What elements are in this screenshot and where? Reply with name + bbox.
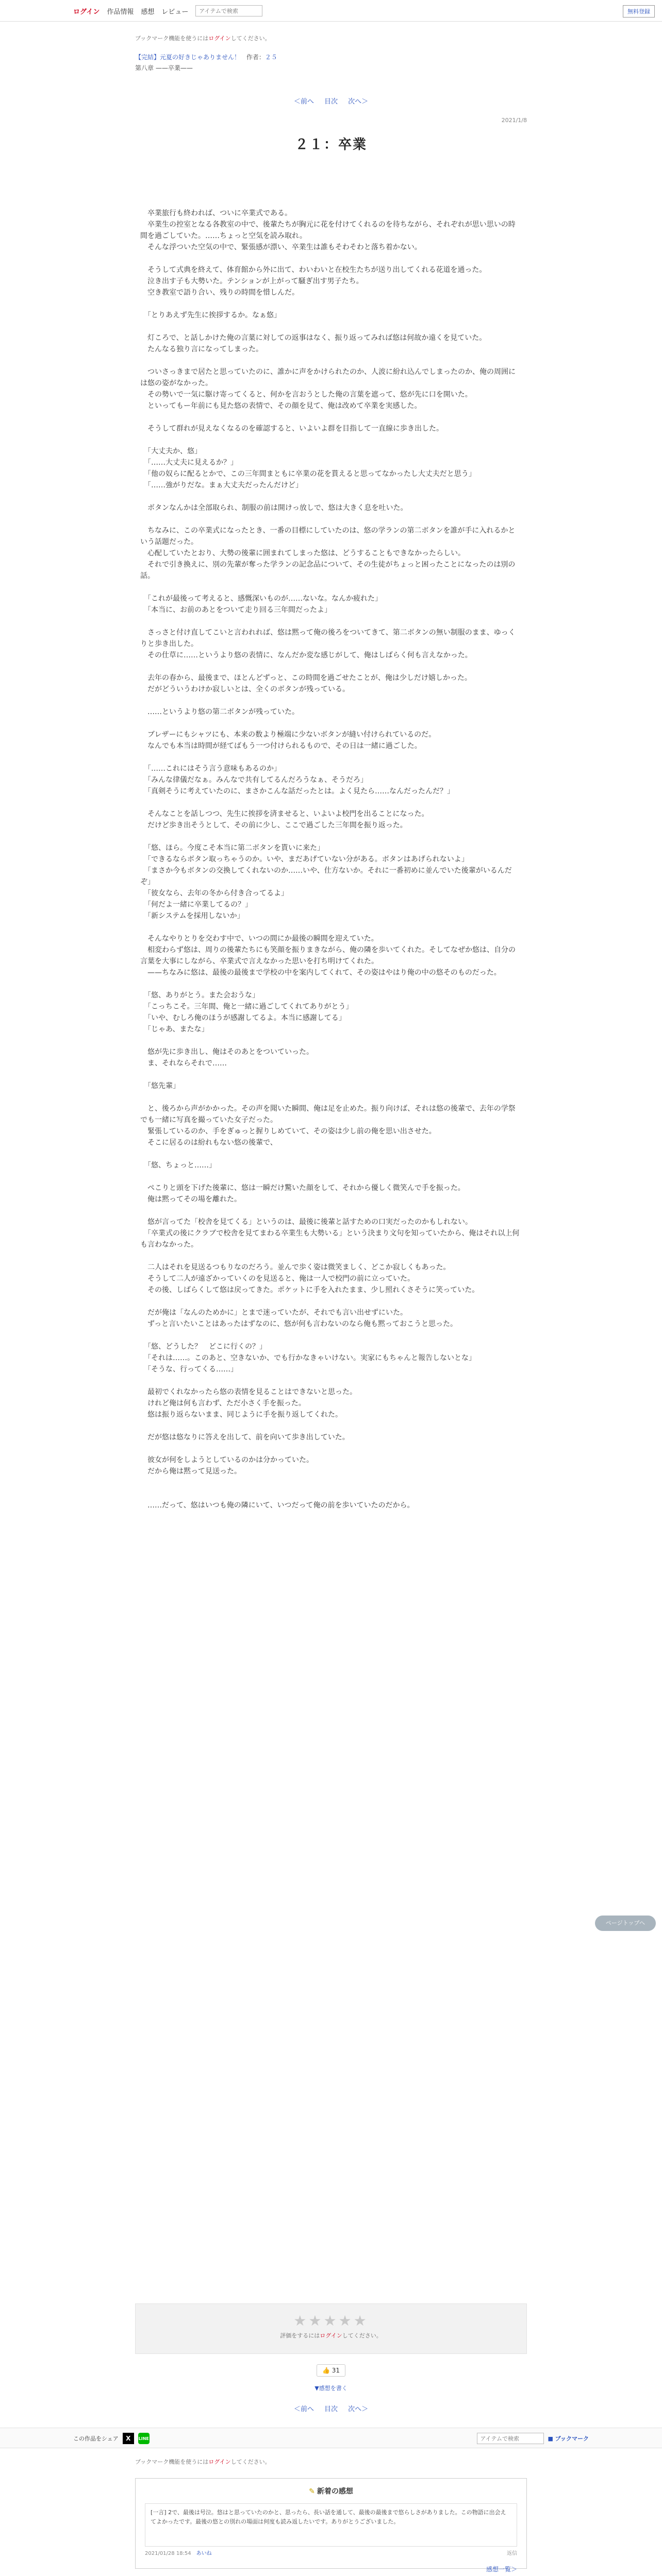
body-paragraph <box>140 1035 522 1046</box>
bookmark-notice: ブックマーク機能を使うにはログインしてください。 <box>135 35 271 42</box>
impression-text: [一言] 2で、最後は号泣。悠はと思っていたのかと、思ったら、長い話を通して、最後の最後まで悠らしさがありました。この物語に出会えてよかったです。最後の悠との別れの場面は何度も読み返したいです。ありがとうございました。 <box>145 2503 517 2547</box>
body-paragraph: ぺこりと頭を下げた後輩に、悠は一瞬だけ驚いた顔をして、それから優しく微笑んで手を振った。 <box>140 1184 465 1192</box>
body-paragraph: 「真剣そうに考えていたのに、まさかこんな話だったとは。よく見たら……なんだったんだ？」 <box>140 787 454 795</box>
search-input[interactable] <box>195 5 262 16</box>
body-paragraph <box>140 253 522 264</box>
body-paragraph: ちなみに、この卒業式になったとき、一番の目標にしていたのは、悠の学ランの第二ボタンを誰が手に入れるかという話題だった。 <box>140 527 516 546</box>
body-paragraph <box>140 514 522 525</box>
body-paragraph <box>140 1205 522 1216</box>
body-paragraph: 「とりあえず先生に挨拶するか。なぁ悠」 <box>140 311 281 319</box>
body-paragraph: そうして群れが見えなくなるのを確認すると、いよいよ群を目指して一直線に歩き出した。 <box>140 425 443 433</box>
body-paragraph: 二人はそれを見送るつもりなのだろう。並んで歩く姿は微笑ましく、どこか寂しくもあった。 <box>140 1263 451 1272</box>
body-paragraph: だが俺は「なんのためかに」とまで迷っていたが、それでも言い出せずにいた。 <box>140 1309 407 1317</box>
notice-login-link[interactable]: ログイン <box>208 35 231 42</box>
body-paragraph: 「悠、ちょっと……」 <box>140 1161 216 1170</box>
body-paragraph: そうして式典を終えて、体育館から外に出て、わいわいと在校生たちが送り出してくれる花道を通った。 <box>140 266 487 274</box>
body-paragraph: だから俺は黙って見送った。 <box>140 1467 241 1476</box>
body-paragraph: ——ちなみに悠は、最後の最後まで学校の中を案内してくれて、その姿はやはり俺の中の悠そのものだった。 <box>140 969 501 977</box>
nav-item-reviews[interactable]: レビュー <box>161 8 189 16</box>
body-paragraph: 「じゃあ、またな」 <box>140 1025 209 1033</box>
body-paragraph: 「そうな、行ってくる……」 <box>140 1365 238 1374</box>
body-paragraph: 「悠先輩」 <box>140 1082 180 1090</box>
body-paragraph <box>140 616 522 627</box>
nav-item-impressions[interactable]: 感想 <box>141 8 155 16</box>
body-paragraph: 彼女が何をしようとしているのかは分かっていた。 <box>140 1456 313 1464</box>
body-paragraph: ……というより悠の第二ボタンが残っていた。 <box>140 708 299 716</box>
body-paragraph <box>140 695 522 706</box>
body-paragraph <box>140 298 522 310</box>
bottom-content <box>135 2458 527 2576</box>
body-paragraph: 「……強がりだな。まぁ大丈夫だったんだけど」 <box>140 481 303 489</box>
top-navigation-bar <box>0 0 662 22</box>
main-content <box>135 34 527 2413</box>
share-label: この作品をシェア <box>73 2435 119 2442</box>
body-paragraph: 「悠、ありがとう。また会おうな」 <box>140 991 259 999</box>
body-paragraph <box>140 582 522 593</box>
body-paragraph <box>140 1488 522 1500</box>
body-paragraph: 「悠、ほら。今度こそ本当に第二ボタンを貰いに来た」 <box>140 844 324 852</box>
body-paragraph <box>140 434 522 446</box>
body-paragraph <box>140 1375 522 1386</box>
body-paragraph <box>140 1092 522 1103</box>
body-paragraph: 「他の奴らに配るとかで、この三年間まともに卒業の花を貰えると思ってなかったし大丈夫だと思う」 <box>140 470 476 478</box>
impression-user[interactable]: あいね <box>196 2551 212 2556</box>
like-row <box>135 2364 527 2377</box>
pencil-icon: ✎ <box>309 2487 315 2496</box>
body-paragraph: ブレザーにもシャツにも、本来の数より極端に少ないボタンが縫い付けられているのだ。 <box>140 731 436 739</box>
body-paragraph: 「新システムを採用しないか」 <box>140 912 244 920</box>
body-paragraph: 「悠、どうした？ どこに行くの？」 <box>140 1343 267 1351</box>
body-paragraph <box>140 1330 522 1341</box>
body-paragraph: と、後ろから声がかかった。その声を聞いた瞬間、俺は足を止めた。振り向けば、それは悠の後輩で、去年の学祭でも一緒に写真を撮っていた女子だった。 <box>140 1105 516 1124</box>
body-paragraph <box>140 661 522 672</box>
body-paragraph: 相変わらず悠は、周りの後輩たちにも笑顔を振りまきながら、俺の隣を歩いてくれた。そしてなぜか悠は、自分の言葉を大事にしながら、卒業式で言えなかった思いを打ち明けてくれた。 <box>140 946 516 965</box>
page-top-button[interactable]: ページトップへ <box>595 1916 656 1931</box>
body-paragraph <box>140 718 522 729</box>
rating-stars[interactable]: ★★★★★ <box>293 2312 369 2329</box>
body-paragraph <box>140 412 522 423</box>
write-impression-link[interactable]: ▼感想を書く <box>315 2385 347 2392</box>
body-paragraph: 去年の春から、最後まで、ほとんどずっと、この時間を過ごせたことが、俺は少しだけ嬉しかった。 <box>140 674 472 682</box>
body-paragraph <box>140 1420 522 1432</box>
body-paragraph: だけど歩き出そうとして、その前に少し、ここで過ごした三年間を振り返った。 <box>140 821 407 829</box>
impression-meta <box>145 2549 517 2556</box>
x-share-icon[interactable]: X <box>123 2433 134 2444</box>
body-paragraph: そんなやりとりを交わす中で、いつの間にか最後の瞬間を迎えていた。 <box>140 935 378 943</box>
body-paragraph: ずっと言いたいことはあったはずなのに、悠が何も言わないのなら俺も黙っておこうと思った。 <box>140 1320 458 1328</box>
like-button[interactable] <box>317 2364 345 2377</box>
body-paragraph: なんでも本当は時間が経てばもう一つ付けられるもので、その日は一緒に過ごした。 <box>140 742 422 750</box>
toc-link-bottom[interactable]: 目次 <box>324 2405 338 2413</box>
rating-box <box>135 2303 527 2354</box>
like-count: 31 <box>332 2367 340 2374</box>
impressions-more-link[interactable]: 感想一覧＞ <box>486 2566 517 2573</box>
body-paragraph: 卒業旅行も終われば、ついに卒業式である。 <box>140 209 292 217</box>
rating-note: 評価をするにはログインしてください。 <box>280 2332 382 2339</box>
body-paragraph: さっさと付け直してこいと言われれば、悠は黙って俺の後ろをついてきて、第二ボタンの無い制服のまま、ゆっくりと歩き出した。 <box>140 629 516 648</box>
search-input-bottom[interactable] <box>477 2433 544 2444</box>
body-paragraph: 「何だよ一緒に卒業してるの？」 <box>140 901 252 909</box>
body-paragraph <box>140 1296 522 1307</box>
episode-title: ２１：卒業 <box>294 137 367 152</box>
bookmark-notice-bottom: ブックマーク機能を使うにはログインしてください。 <box>135 2459 271 2465</box>
body-paragraph: 「彼女なら、去年の冬から付き合ってるよ」 <box>140 889 288 897</box>
body-paragraph: 緊張しているのか、手をぎゅっと握りしめていて、その姿は少し前の俺を思い出させた。 <box>140 1127 436 1136</box>
body-paragraph <box>140 321 522 332</box>
body-paragraph <box>140 1171 522 1182</box>
bookmark-button[interactable]: ■ ブックマーク <box>548 2435 589 2442</box>
body-paragraph: 泣き出す子も大勢いた。テンションが上がって騒ぎ出す男子たち。 <box>140 277 363 285</box>
rating-login-link[interactable]: ログイン <box>320 2332 342 2339</box>
latest-impressions <box>135 2478 527 2573</box>
body-paragraph: そんな浮ついた空気の中で、緊張感が漂い、卒業生は誰もそわそわと落ち着かない。 <box>140 243 422 251</box>
body-paragraph: 「できるならボタン取っちゃうのか。いや、まだあげていない分がある。ボタンはあげられないよ」 <box>140 855 469 863</box>
episode-pager <box>135 96 527 106</box>
body-paragraph: だがどういうわけか寂しいとは、全くのボタンが残っている。 <box>140 685 350 693</box>
body-paragraph <box>140 831 522 842</box>
body-paragraph: 「まさか今もボタンの交換してくれないのか……いや、仕方ないか。それに一番初めに並んでいた後輩がいるんだぞ」 <box>140 867 512 886</box>
body-paragraph: 「……これにはそう言う意味もあるのか」 <box>140 765 281 773</box>
body-paragraph: けれど俺は何も言わず、ただ小さく手を振った。 <box>140 1399 306 1408</box>
body-paragraph: 悠が言ってた「校舎を見てくる」というのは、最後に後輩と話すための口実だったのかもしれない。 <box>140 1218 472 1226</box>
body-paragraph <box>140 1443 522 1454</box>
prev-link-bottom[interactable]: ＜前へ <box>293 2405 314 2413</box>
body-paragraph: そこに居るのは紛れもない悠の後輩で、 <box>140 1139 277 1147</box>
body-paragraph <box>140 1477 522 1488</box>
novel-header <box>135 53 527 61</box>
prev-link[interactable]: ＜前へ <box>293 98 314 106</box>
next-link[interactable]: 次へ＞ <box>348 98 369 106</box>
body-paragraph: その仕草に……というより悠の表情に、なんだか変な感じがして、俺はしばらく何も言えなかった。 <box>140 651 472 659</box>
next-link-bottom[interactable]: 次へ＞ <box>348 2405 369 2413</box>
publish-date: 2021/1/8 <box>501 117 527 124</box>
body-paragraph <box>140 1148 522 1160</box>
toc-link[interactable]: 目次 <box>324 98 338 106</box>
body-paragraph <box>140 196 522 208</box>
body-paragraph: 俺は黙ってその場を離れた。 <box>140 1195 241 1204</box>
body-paragraph: 「こっちこそ。三年間、俺と一緒に過ごしてくれてありがとう」 <box>140 1003 353 1011</box>
notice-login-link-bottom[interactable]: ログイン <box>208 2459 231 2465</box>
nav-item-info[interactable]: 作品情報 <box>107 8 134 16</box>
body-paragraph: ついさっきまで居たと思っていたのに、誰かに声をかけられたのか、人波に紛れ込んでしまったのか、俺の周囲には悠の姿がなかった。 <box>140 368 516 387</box>
body-paragraph: そうして二人が遠ざかっていくのを見送ると、俺は一人で校門の前に立っていた。 <box>140 1275 415 1283</box>
impressions-heading: ✎ 新着の感想 <box>309 2487 353 2496</box>
body-paragraph: 卒業生の控室となる各教室の中で、後輩たちが胸元に花を付けてくれるのを待ちながら、それぞれが思い思いの時間を過ごしていた。……ちょっと空気を読み取れ。 <box>140 221 516 240</box>
body-paragraph <box>140 752 522 763</box>
body-paragraph <box>140 1250 522 1262</box>
body-paragraph: 「それは……。このあと、空きないか、でも行かなきゃいけない。実家にもちゃんと報告しないとな」 <box>140 1354 476 1362</box>
body-paragraph: 「……大丈夫に見えるか？」 <box>140 459 238 467</box>
bookmark-icon: ■ <box>548 2435 553 2442</box>
episode-body <box>135 196 527 2283</box>
body-paragraph: ま、それならそれで…… <box>140 1059 227 1067</box>
body-paragraph <box>140 797 522 808</box>
body-paragraph <box>140 355 522 366</box>
body-paragraph: それで引き換えに、別の先輩が奪った学ランの記念品について、その生徒がちょっと困ったことになったのは別の話。 <box>140 561 516 580</box>
thumbs-up-icon: 👍 <box>322 2367 330 2374</box>
body-paragraph: たんなる独り言になってしまった。 <box>140 345 263 353</box>
body-paragraph: 悠が先に歩き出し、俺はそのあとをついていった。 <box>140 1048 313 1056</box>
body-paragraph <box>140 922 522 933</box>
body-paragraph: そんなことを話しつつ、先生に挨拶を済ませると、いよいよ校門を出ることになった。 <box>140 810 429 818</box>
body-paragraph: だが悠は悠なりに答えを出して、前を向いて歩き出していた。 <box>140 1433 350 1442</box>
impression-date: 2021/01/28 18:54 <box>145 2551 191 2556</box>
body-paragraph: 空き教室で語り合い、残りの時間を惜しんだ。 <box>140 289 299 297</box>
free-register-button[interactable]: 無料登録 <box>623 5 655 18</box>
body-paragraph: ……だって、悠はいつも俺の隣にいて、いつだって俺の前を歩いていたのだから。 <box>140 1501 415 1510</box>
body-paragraph <box>140 1069 522 1080</box>
line-share-icon[interactable]: LINE <box>138 2433 150 2444</box>
novel-title-link[interactable]: 【完結】元夏の好きじゃありません！ <box>135 54 241 61</box>
chapter-label: 第八章 ——卒業—— <box>135 64 193 72</box>
body-paragraph: 「みんな律儀だなぁ。みんなで共有してるんだろうなぁ、そうだろ」 <box>140 776 368 784</box>
episode-pager-bottom <box>135 2403 527 2413</box>
body-paragraph: 悠は振り返らないまま、同じように手を振り返してくれた。 <box>140 1411 342 1419</box>
share-bar <box>0 2428 662 2448</box>
body-paragraph: といってもー年前にも見た悠の表情で、その顔を見て、俺は改めて卒業を実感した。 <box>140 402 422 410</box>
body-paragraph: 「本当に、お前のあとをついて走り回る三年間だったよ」 <box>140 606 332 614</box>
impression-reply[interactable]: 返信 <box>507 2551 517 2556</box>
body-paragraph: 「卒業式の後にクラブで校舎を見てまわる卒業生も大勢いる」という決まり文句を知っていたから、俺はそれ以上何も言わなかった。 <box>140 1229 520 1249</box>
body-paragraph: その勢いで一気に駆け寄ってくると、何かを言おうとした俺の言葉を遮って、悠が先に口を開いた。 <box>140 391 472 399</box>
body-paragraph: 「これが最後って考えると、感慨深いものが……ないな。なんか疲れた」 <box>140 595 382 603</box>
login-link[interactable]: ログイン <box>73 8 100 16</box>
body-paragraph: 心配していたとおり、大勢の後輩に囲まれてしまった悠は、どうすることもできなかったらしい。 <box>140 549 465 557</box>
body-paragraph: 最初でくれなかったら悠の表情を見ることはできないと思った。 <box>140 1388 357 1396</box>
body-paragraph: ボタンなんかは全部取られ、制服の前は開けっ放しで、悠は大きく息を吐いた。 <box>140 504 408 512</box>
author-link[interactable]: ２５ <box>264 54 277 61</box>
body-paragraph <box>140 978 522 990</box>
body-paragraph: 「いや、むしろ俺のほうが感謝してるよ。本当に感謝してる」 <box>140 1014 346 1022</box>
body-paragraph: 「大丈夫か、悠」 <box>140 447 202 455</box>
body-paragraph: 灯ころで、と話しかけた俺の言葉に対しての返事はなく、振り返ってみれば悠は何故か遠くを見ていた。 <box>140 334 487 342</box>
body-paragraph: その後、しばらくして悠は戻ってきた。ポケットに手を入れたまま、少し照れくさそうに笑っていた。 <box>140 1286 479 1294</box>
body-paragraph <box>140 491 522 502</box>
author-line: 作者：２５ <box>246 54 277 61</box>
